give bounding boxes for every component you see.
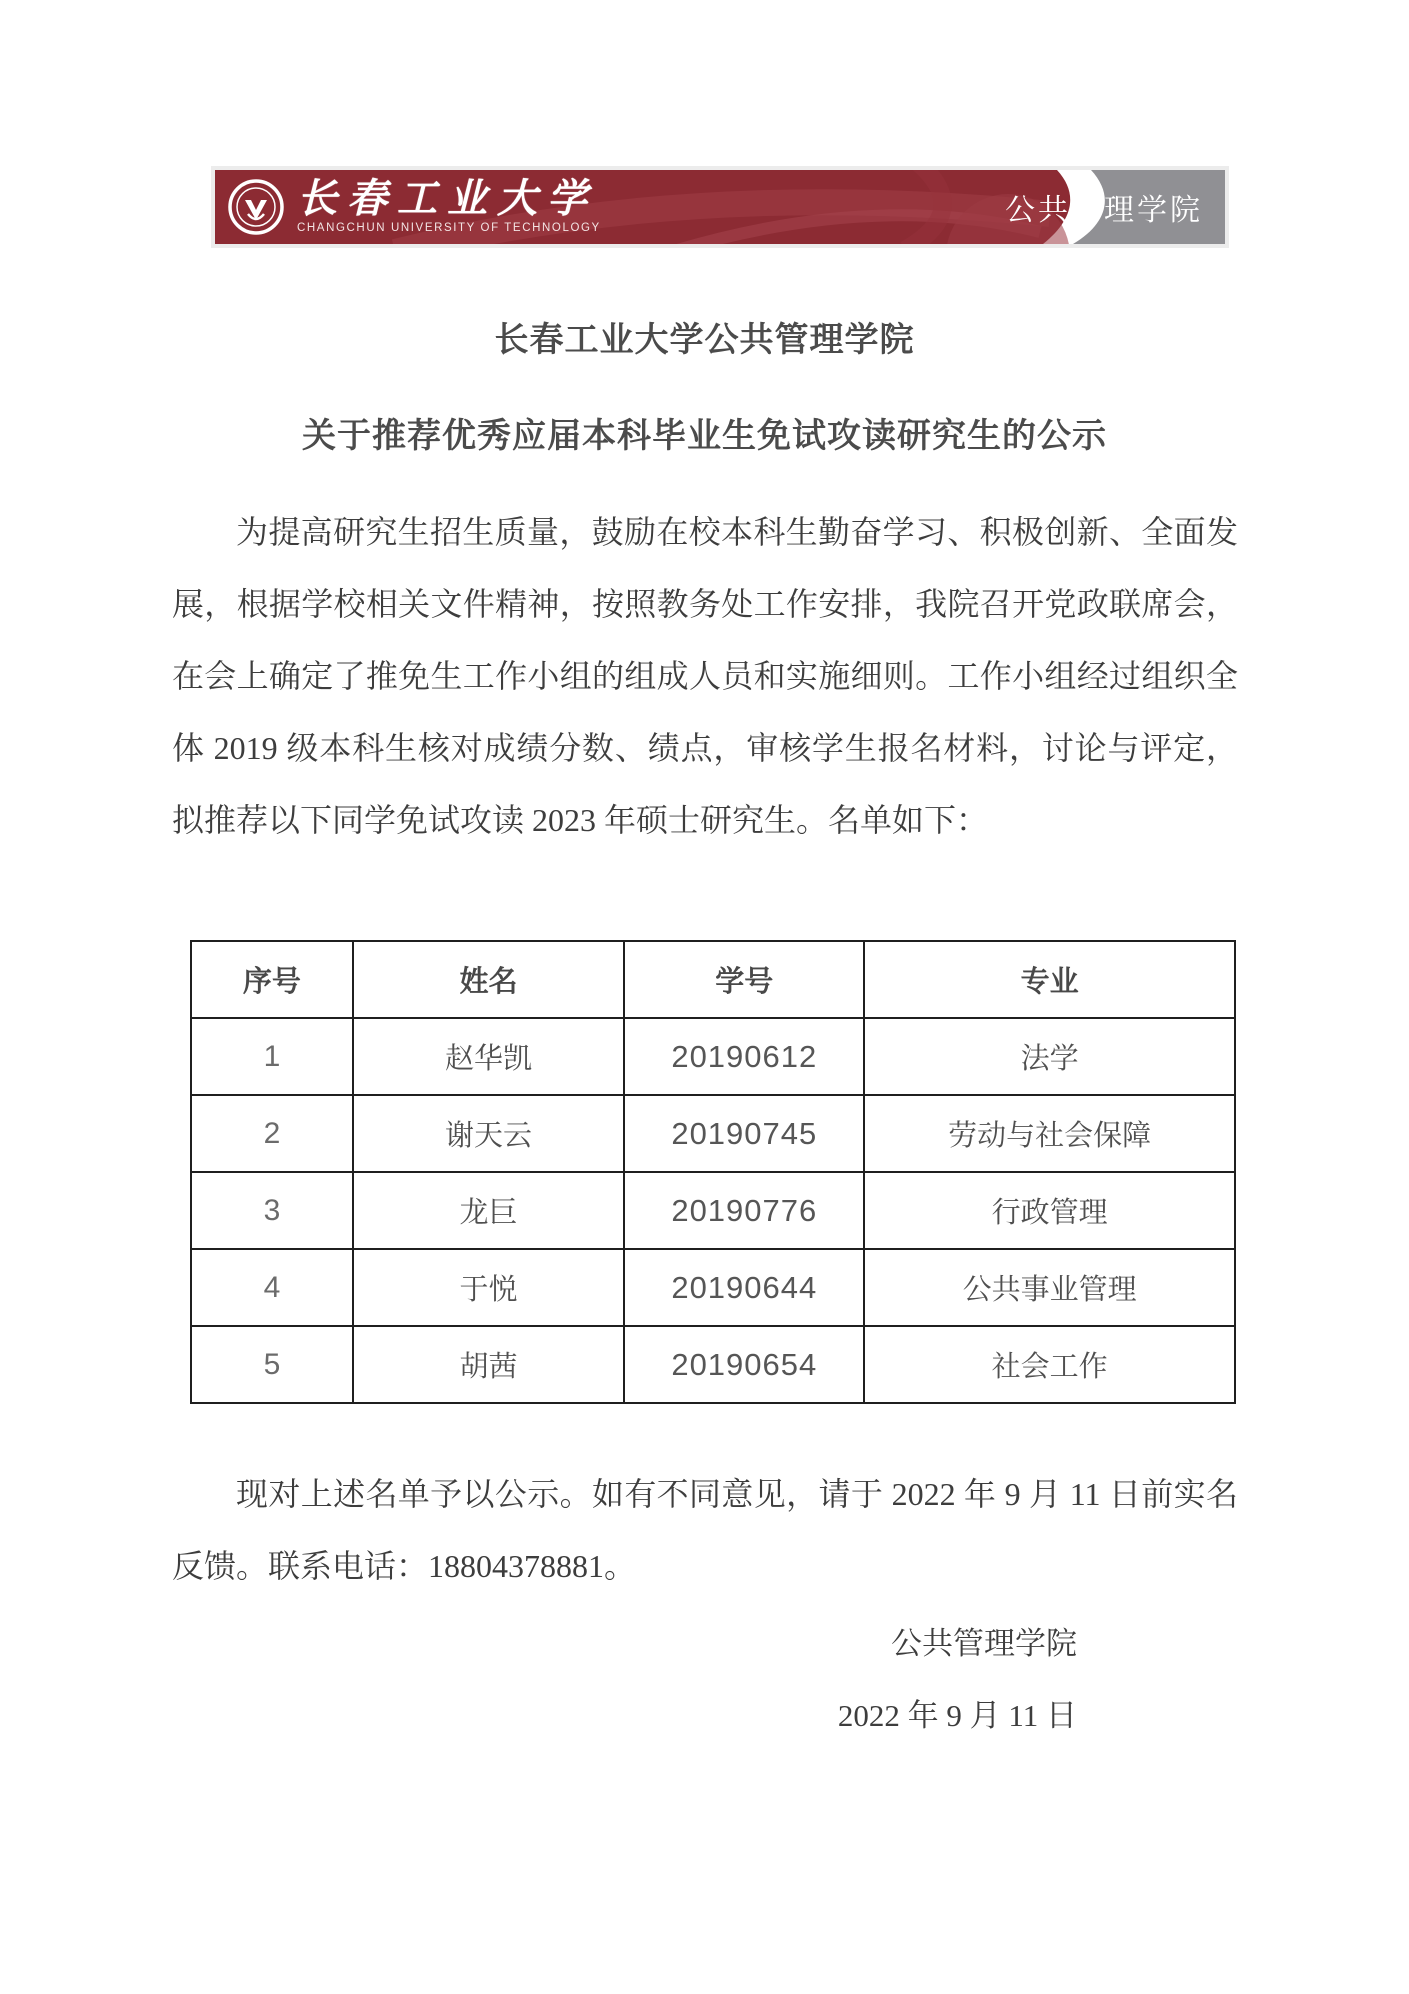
cell-student-id: 20190644 bbox=[624, 1249, 864, 1326]
column-header-name: 姓名 bbox=[353, 941, 624, 1018]
signature-block bbox=[838, 1608, 1077, 1752]
cell-major: 公共事业管理 bbox=[864, 1249, 1235, 1326]
department-name: 公共管理学院 bbox=[1005, 194, 1203, 227]
cell-index: 3 bbox=[191, 1172, 353, 1249]
recommendation-table bbox=[190, 940, 1236, 1404]
main-paragraph: 为提高研究生招生质量，鼓励在校本科生勤奋学习、积极创新、全面发展，根据学校相关文件精神，按照教务处工作安排，我院召开党政联席会，在会上确定了推免生工作小组的组成人员和实施细则。工作小组经过组织全体 2019 级本科生核对成绩分数、绩点，审核学生报名材料，讨论与评定，拟推荐以下同学免试攻读 2023 年硕士研究生。名单如下： bbox=[172, 514, 1238, 838]
university-name-en: CHANGCHUN UNIVERSITY OF TECHNOLOGY bbox=[297, 222, 601, 235]
cell-student-id: 20190654 bbox=[624, 1326, 864, 1403]
table-body bbox=[191, 1018, 1235, 1403]
cell-name: 龙巨 bbox=[353, 1172, 624, 1249]
banner-brand bbox=[227, 170, 601, 244]
table-row bbox=[191, 1249, 1235, 1326]
cell-major: 法学 bbox=[864, 1018, 1235, 1095]
cell-index: 2 bbox=[191, 1095, 353, 1172]
cell-name: 赵华凯 bbox=[353, 1018, 624, 1095]
document-title-line1: 长春工业大学公共管理学院 bbox=[494, 321, 915, 359]
cell-name: 胡茜 bbox=[353, 1326, 624, 1403]
university-names bbox=[297, 176, 601, 235]
closing-paragraph: 现对上述名单予以公示。如有不同意见，请于 2022 年 9 月 11 日前实名反馈。联系电话：18804378881。 bbox=[172, 1476, 1238, 1584]
cell-major: 行政管理 bbox=[864, 1172, 1235, 1249]
signature-org: 公共管理学院 bbox=[891, 1626, 1077, 1661]
university-logo-icon bbox=[227, 178, 285, 236]
cell-name: 于悦 bbox=[353, 1249, 624, 1326]
table-row bbox=[191, 1095, 1235, 1172]
university-name-cn: 长春工业大学 bbox=[297, 176, 597, 222]
column-header-major: 专业 bbox=[864, 941, 1235, 1018]
document-title-line2: 关于推荐优秀应届本科毕业生免试攻读研究生的公示 bbox=[302, 417, 1107, 455]
cell-major: 劳动与社会保障 bbox=[864, 1095, 1235, 1172]
table-row bbox=[191, 1172, 1235, 1249]
table-row bbox=[191, 1018, 1235, 1095]
cell-student-id: 20190745 bbox=[624, 1095, 864, 1172]
cell-major: 社会工作 bbox=[864, 1326, 1235, 1403]
cell-student-id: 20190776 bbox=[624, 1172, 864, 1249]
column-header-index: 序号 bbox=[191, 941, 353, 1018]
cell-name: 谢天云 bbox=[353, 1095, 624, 1172]
banner-inner bbox=[215, 170, 1225, 244]
signature-date: 2022 年 9 月 11 日 bbox=[837, 1698, 1077, 1733]
column-header-student-id: 学号 bbox=[624, 941, 864, 1018]
table-header-row bbox=[191, 941, 1235, 1018]
cell-index: 4 bbox=[191, 1249, 353, 1326]
cell-student-id: 20190612 bbox=[624, 1018, 864, 1095]
cell-index: 5 bbox=[191, 1326, 353, 1403]
table-row bbox=[191, 1326, 1235, 1403]
banner bbox=[211, 166, 1229, 248]
table-row bbox=[191, 941, 1235, 1018]
cell-index: 1 bbox=[191, 1018, 353, 1095]
